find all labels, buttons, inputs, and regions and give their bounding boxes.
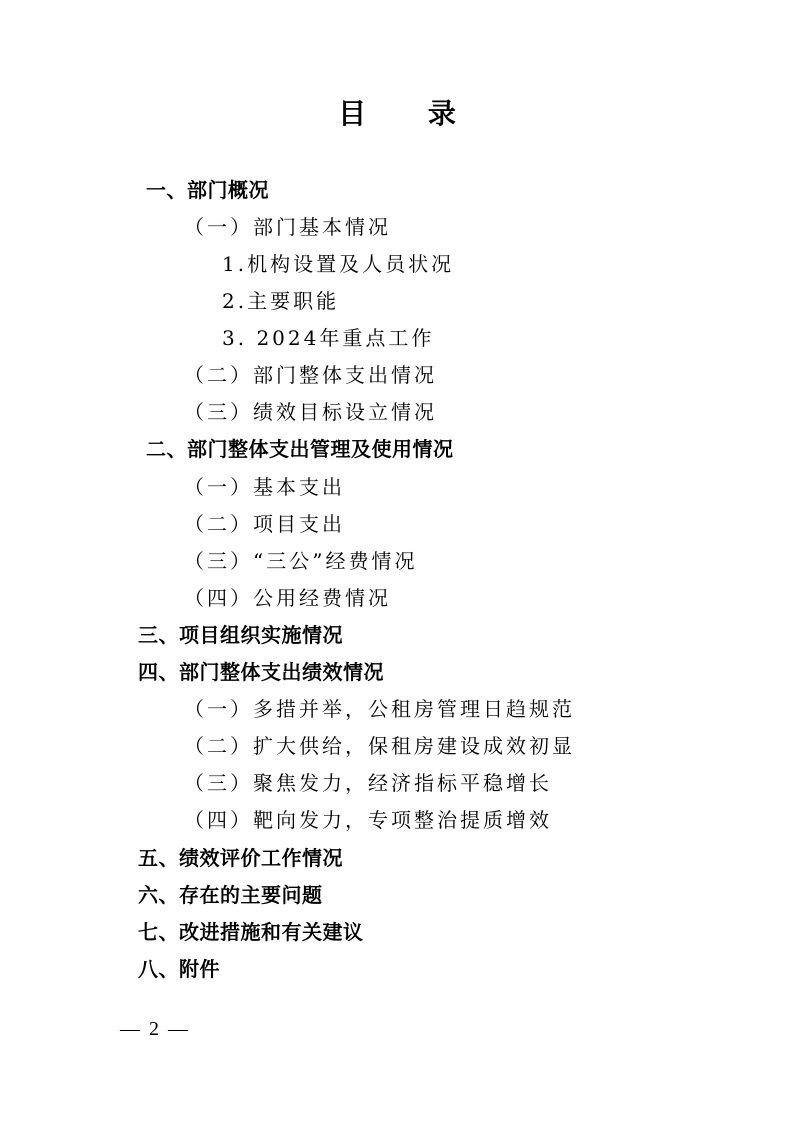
toc-section-6: 六、存在的主要问题 xyxy=(138,883,323,907)
toc-section-5: 五、绩效评价工作情况 xyxy=(138,846,343,870)
toc-subsection-2-4: （四）公用经费情况 xyxy=(184,586,391,610)
toc-item-1-1-2: 2.主要职能 xyxy=(222,289,340,313)
toc-subsection-4-4: （四）靶向发力，专项整治提质增效 xyxy=(184,808,552,832)
toc-section-3: 三、项目组织实施情况 xyxy=(138,623,343,647)
toc-subsection-1-2: （二）部门整体支出情况 xyxy=(184,363,437,387)
toc-subsection-2-1: （一）基本支出 xyxy=(184,475,345,499)
toc-section-7: 七、改进措施和有关建议 xyxy=(138,920,364,944)
toc-subsection-2-2: （二）项目支出 xyxy=(184,512,345,536)
page-number: — 2 — xyxy=(120,1018,190,1040)
toc-item-1-1-1: 1.机构设置及人员状况 xyxy=(222,252,455,276)
toc-subsection-4-3: （三）聚焦发力，经济指标平稳增长 xyxy=(184,771,552,795)
toc-subsection-2-3: （三）“三公”经费情况 xyxy=(184,549,418,573)
toc-subsection-4-2: （二）扩大供给，保租房建设成效初显 xyxy=(184,734,575,758)
toc-subsection-4-1: （一）多措并举，公租房管理日趋规范 xyxy=(184,697,575,721)
toc-section-2: 二、部门整体支出管理及使用情况 xyxy=(146,437,454,461)
page-title: 目 录 xyxy=(338,97,482,130)
toc-subsection-1-1: （一）部门基本情况 xyxy=(184,215,391,239)
toc-section-1: 一、部门概况 xyxy=(146,178,269,202)
toc-subsection-1-3: （三）绩效目标设立情况 xyxy=(184,400,437,424)
toc-item-1-1-3: 3. 2024年重点工作 xyxy=(222,326,435,350)
toc-section-4: 四、部门整体支出绩效情况 xyxy=(138,660,384,684)
toc-section-8: 八、附件 xyxy=(138,957,220,981)
